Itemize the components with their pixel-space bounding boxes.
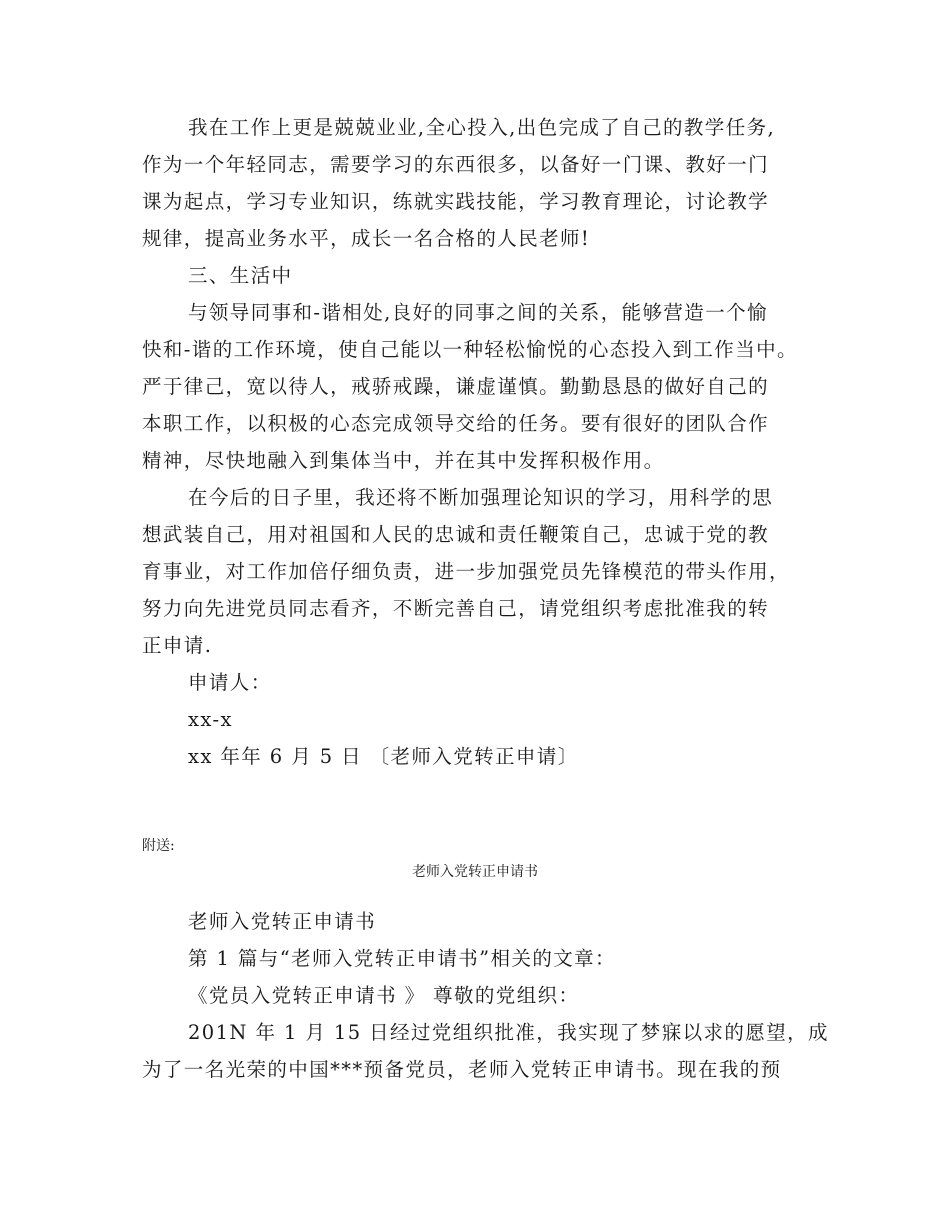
paragraph-line: 课为起点，学习专业知识，练就实践技能，学习教育理论，讨论教学 xyxy=(142,190,770,213)
paragraph-line: 严于律己，宽以待人，戒骄戒躁，谦虚谨慎。勤勤恳恳的做好自己的 xyxy=(142,375,770,398)
paragraph-line: 与领导同事和-谐相处,良好的同事之间的关系，能够营造一个愉 xyxy=(188,301,768,324)
appendix-title: 老师入党转正申请书 xyxy=(412,864,538,880)
applicant-name: xx-x xyxy=(188,708,233,731)
paragraph-line: 在今后的日子里，我还将不断加强理论知识的学习，用科学的思 xyxy=(188,486,774,509)
paragraph-line: 想武装自己，用对祖国和人民的忠诚和责任鞭策自己，忠诚于党的教 xyxy=(142,523,770,546)
paragraph-line: 为了一名光荣的中国***预备党员，老师入党转正申请书。现在我的预 xyxy=(142,1058,782,1081)
paragraph-line: 精神，尽快地融入到集体当中，并在其中发挥积极作用。 xyxy=(142,449,665,472)
paragraph-line: 努力向先进党员同志看齐，不断完善自己，请党组织考虑批准我的转 xyxy=(142,597,770,620)
paragraph-line: 正申请. xyxy=(142,634,213,657)
paragraph-line: 作为一个年轻同志，需要学习的东西很多，以备好一门课、教好一门 xyxy=(142,153,770,176)
applicant-label: 申请人： xyxy=(188,671,272,694)
paragraph-line: 育事业，对工作加倍仔细负责，进一步加强党员先锋模范的带头作用， xyxy=(142,560,790,583)
section-heading: 三、生活中 xyxy=(188,264,293,287)
paragraph-line: 201N 年 1 月 15 日经过党组织批准，我实现了梦寐以求的愿望，成 xyxy=(188,1021,829,1044)
paragraph-line: 我在工作上更是兢兢业业,全心投入,出色完成了自己的教学任务, xyxy=(188,116,776,139)
paragraph-line: 第 1 篇与“老师入党转正申请书”相关的文章： xyxy=(188,947,616,970)
article-title: 老师入党转正申请书 xyxy=(188,910,377,933)
appendix-label: 附送: xyxy=(142,838,175,854)
date-line: xx 年年 6 月 5 日 〔老师入党转正申请〕 xyxy=(188,745,579,768)
paragraph-line: 《党员入党转正申请书 》 尊敬的党组织： xyxy=(188,984,580,1007)
paragraph-line: 快和-谐的工作环境，使自己能以一种轻松愉悦的心态投入到工作当中。 xyxy=(142,338,798,361)
paragraph-line: 本职工作，以积极的心态完成领导交给的任务。要有很好的团队合作 xyxy=(142,412,770,435)
paragraph-line: 规律，提高业务水平，成长一名合格的人民老师! xyxy=(142,227,591,250)
